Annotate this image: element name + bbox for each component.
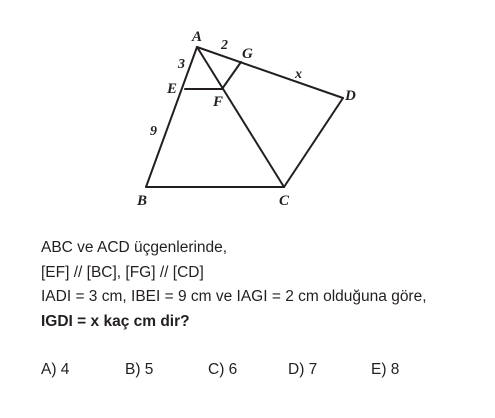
label-point-c: C — [279, 193, 290, 209]
segment-fg — [222, 62, 241, 89]
answer-options — [41, 361, 461, 383]
question-line-1: ABC ve ACD üçgenlerinde, — [41, 239, 228, 256]
label-point-e: E — [167, 81, 178, 97]
segment-ad — [197, 47, 343, 98]
label-point-a: A — [192, 29, 203, 45]
segment-ac — [197, 47, 284, 187]
label-length-ae: 3 — [178, 57, 185, 72]
option-c[interactable]: C) 6 — [208, 361, 238, 378]
question-line-2: [EF] // [BC], [FG] // [CD] — [41, 263, 204, 281]
label-point-d: D — [345, 88, 356, 104]
label-point-f: F — [213, 94, 224, 110]
segment-cd — [284, 98, 343, 187]
option-b[interactable]: B) 5 — [125, 361, 154, 378]
label-length-gd: x — [295, 67, 302, 82]
label-point-g: G — [242, 46, 253, 62]
question-ask: IGDI = x kaç cm dir? — [41, 312, 190, 330]
option-e[interactable]: E) 8 — [371, 361, 400, 378]
segment-ab — [146, 47, 197, 187]
label-point-b: B — [137, 193, 148, 209]
label-length-eb: 9 — [150, 124, 157, 139]
question-text — [41, 236, 486, 334]
option-a[interactable]: A) 4 — [41, 361, 70, 378]
label-length-ag: 2 — [221, 38, 228, 53]
option-d[interactable]: D) 7 — [288, 361, 318, 378]
question-line-3: IADI = 3 cm, IBEI = 9 cm ve IAGI = 2 cm olduğuna göre, — [41, 288, 427, 305]
